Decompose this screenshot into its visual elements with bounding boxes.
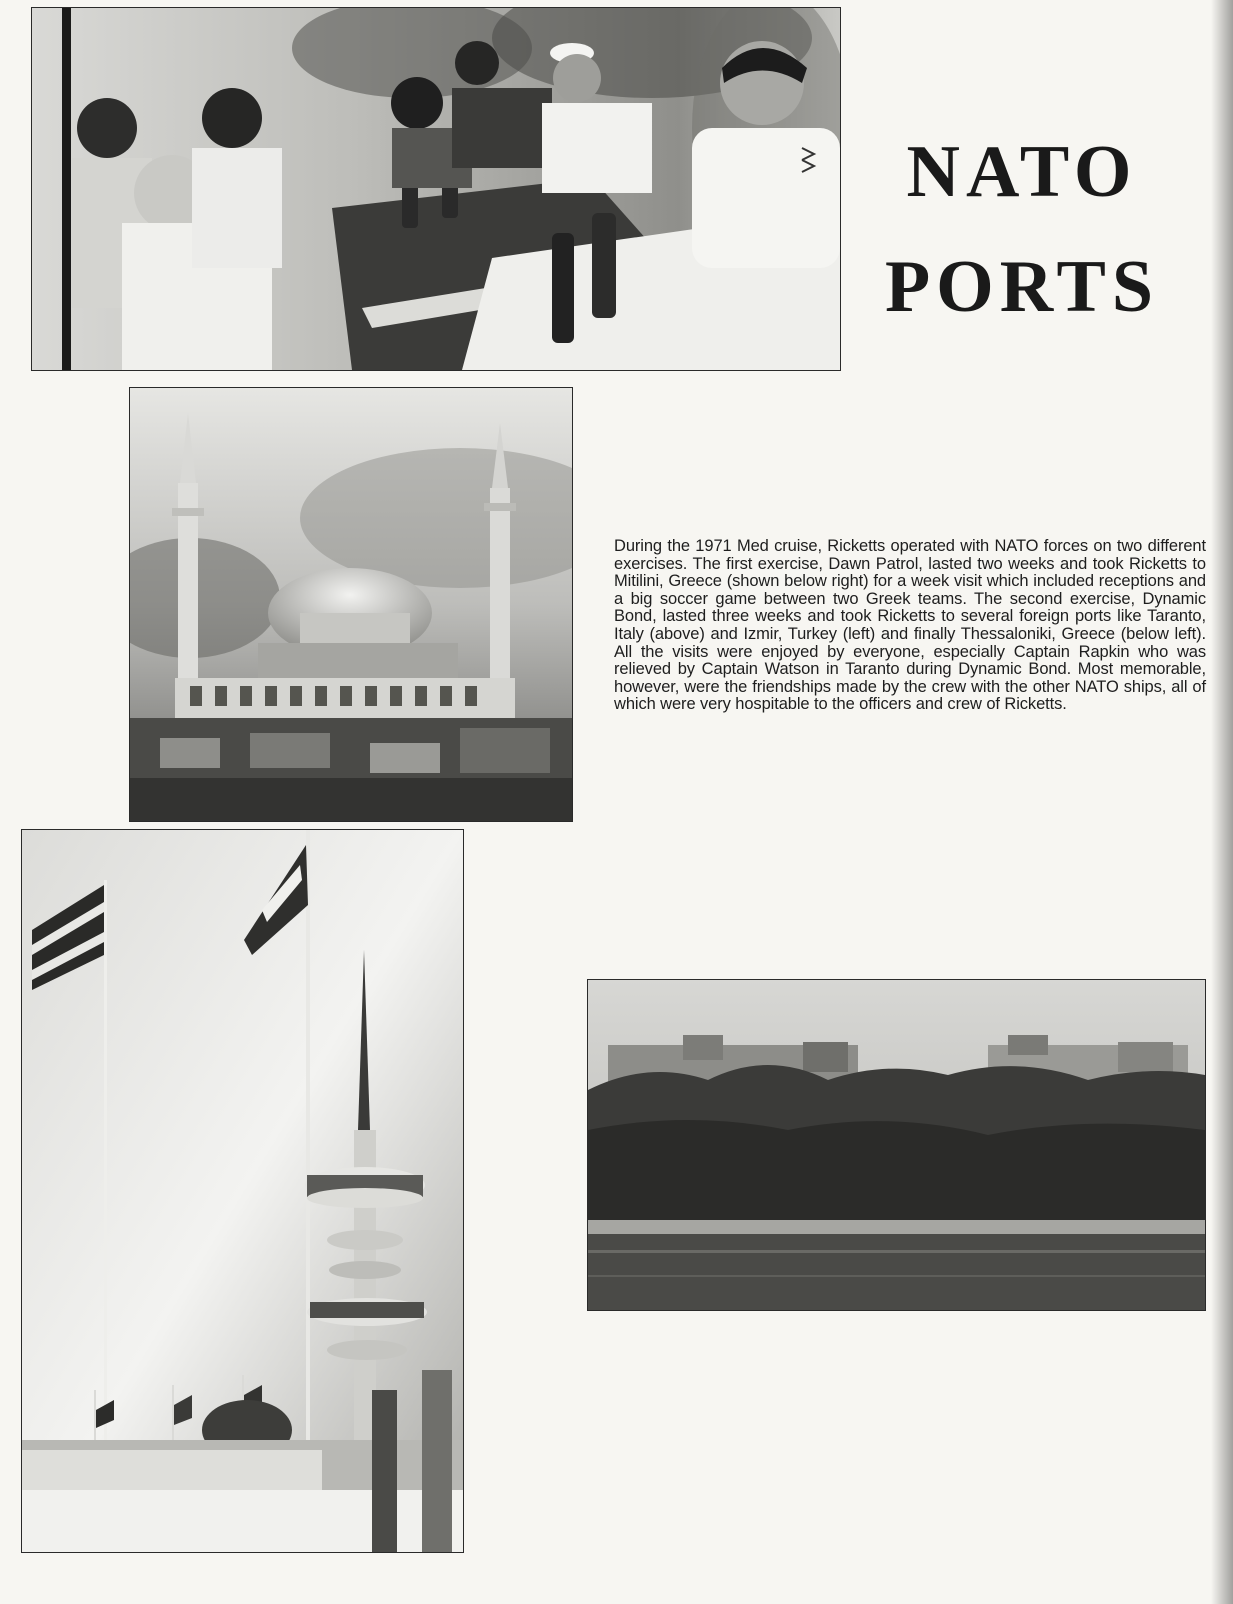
photo-izmir-mosque [130, 388, 572, 821]
photo-thessaloniki-tower [22, 830, 463, 1552]
photo-mitilini-castle [588, 980, 1205, 1310]
page-title-line-1: NATO [906, 131, 1138, 213]
photo-sailors-cafe [32, 8, 840, 370]
article-body: During the 1971 Med cruise, Ricketts operated with NATO forces on two different exercises. The first exercise, Dawn Patrol, lasted two weeks and took Ricketts to Mitilini, Greece (shown below right) for a week visit which included receptions and a big soccer game between two Greek teams. The second exercise, Dynamic Bond, lasted three weeks and took Ricketts to several foreign ports like Taranto, Italy (above) and Izmir, Turkey (left) and finally Thessaloniki, Greece (below left). All the visits were enjoyed by everyone, especially Captain Rapkin who was relieved by Captain Watson in Taranto during Dynamic Bond. Most memorable, however, were the friendships made by the crew with the other NATO ships, all of which were very hospitable to the officers and crew of Ricketts. [614, 537, 1206, 714]
page-edge-shadow [1211, 0, 1233, 1604]
page-title-line-2: PORTS [884, 246, 1160, 328]
